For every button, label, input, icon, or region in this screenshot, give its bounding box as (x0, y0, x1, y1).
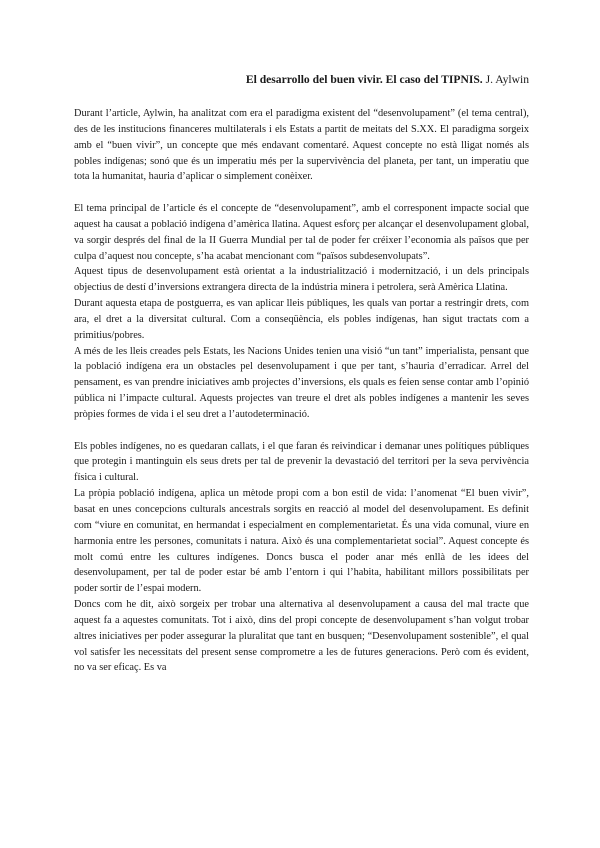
paragraph-main-theme: El tema principal de l’article és el concepte de “desenvolupament”, amb el corresponent impacte social que aquest ha causat a població indígena d’amèrica llatina. Aquest esforç per alcançar el desenvolupament global, va sorgir després del final de la II Guerra Mundial per tal de poder fer créixer l’economia als països que per culpa d’aquest nou concepte, s’ha acabat mencionant com “països subdesenvolupats”. (74, 203, 529, 262)
document-author: J. Aylwin (485, 73, 529, 86)
paragraph-sustainable-development: Doncs com he dit, això sorgeix per trobar una alternativa al desenvolupament a causa del mal tracte que aquest fa a aquestes comunitats. Tot i això, dins del propi concepte de desenvolupament s’han volgut trobar altres iniciatives per poder assegurar la pluralitat que tant en busquen; “Desenvolupament sostenible”, el qual vol satisfer les necessitats del present sense comprometre a les de futures generacions. Però com és evident, no va ser eficaç. Es va (74, 599, 529, 674)
paragraph-united-nations: A més de les lleis creades pels Estats, les Nacions Unides tenien una visió “un tant” imperialista, pensant que la població indígena era un obstacles pel desenvolupament i que per tant, s’hauria d’erradicar. Arrel del pensament, es van prendre iniciatives amb projectes d’inversions, els quals es feien sense contar amb l’opinió pública ni l’impacte cultural. Aquests projectes van treure el dret als pobles indígenes a mantenir les seves pròpies formes de vida i el seu dret a l’autodeterminació. (74, 345, 529, 420)
document-title: El desarrollo del buen vivir. El caso del TIPNIS. (245, 73, 483, 86)
paragraph-postwar: Durant aquesta etapa de postguerra, es van aplicar lleis públiques, les quals van portar a restringir drets, com ara, el dret a la diversitat cultural. Com a conseqüència, els pobles indígenas, han sigut tractats com a primitius/pobres. (74, 298, 529, 341)
paragraph-gap (74, 185, 529, 201)
paragraph-industrialization: Aquest tipus de desenvolupament està orientat a la industrialització i modernització, i un dels principals objectius de destí d’inversions extrangera directa de la indústria minera i petrolera, serà Amèrica Llatina. (74, 266, 529, 294)
document-heading (74, 72, 529, 88)
paragraph-indigenous-claims: Els pobles indígenes, no es quedaran callats, i el que faran és reivindicar i demanar unes polítiques públiques que protegin i mantinguin els seus drets per tal de prevenir la devastació del territori per la seva pervivència física i cultural. (74, 440, 529, 484)
paragraph-buen-vivir: La pròpia població indígena, aplica un mètode propi com a bon estil de vida: l’anomenat “El buen vivir”, basat en unes concepcions culturals ancestrals sorgits en reacció al model del desenvolupament. Es definit com “viure en comunitat, en hermandat i especialment en complementarietat. És una vida comunal, viure en harmonia entre les persones, comunitats i natura. Això és una complementarietat social”. Aquest concepte és molt comú entre les cultures indígenes. Doncs busca el poder anar més enllà de les idees del desenvolupament, per tal de poder estar bé amb l’entorn i qui l’habita, habilitant millors possibilitats per poder sortir de l’espai modern. (74, 488, 529, 595)
paragraph-gap (74, 423, 529, 439)
paragraph-intro: Durant l’article, Aylwin, ha analitzat com era el paradigma existent del “desenvolupament” (el tema central), des de les institucions financeres multilaterals i els Estats a partit de meitats del S.XX. El paradigma sorgeix amb el “buen vivir”, un concepte que més endavant comentaré. Aquest concepte no està lligat només als pobles indígenas; sonó que és un imperatiu més per la supervivència del planeta, per tant, un imperatiu que tota la humanitat, hauria d’aplicar o simplement conèixer. (74, 108, 529, 183)
